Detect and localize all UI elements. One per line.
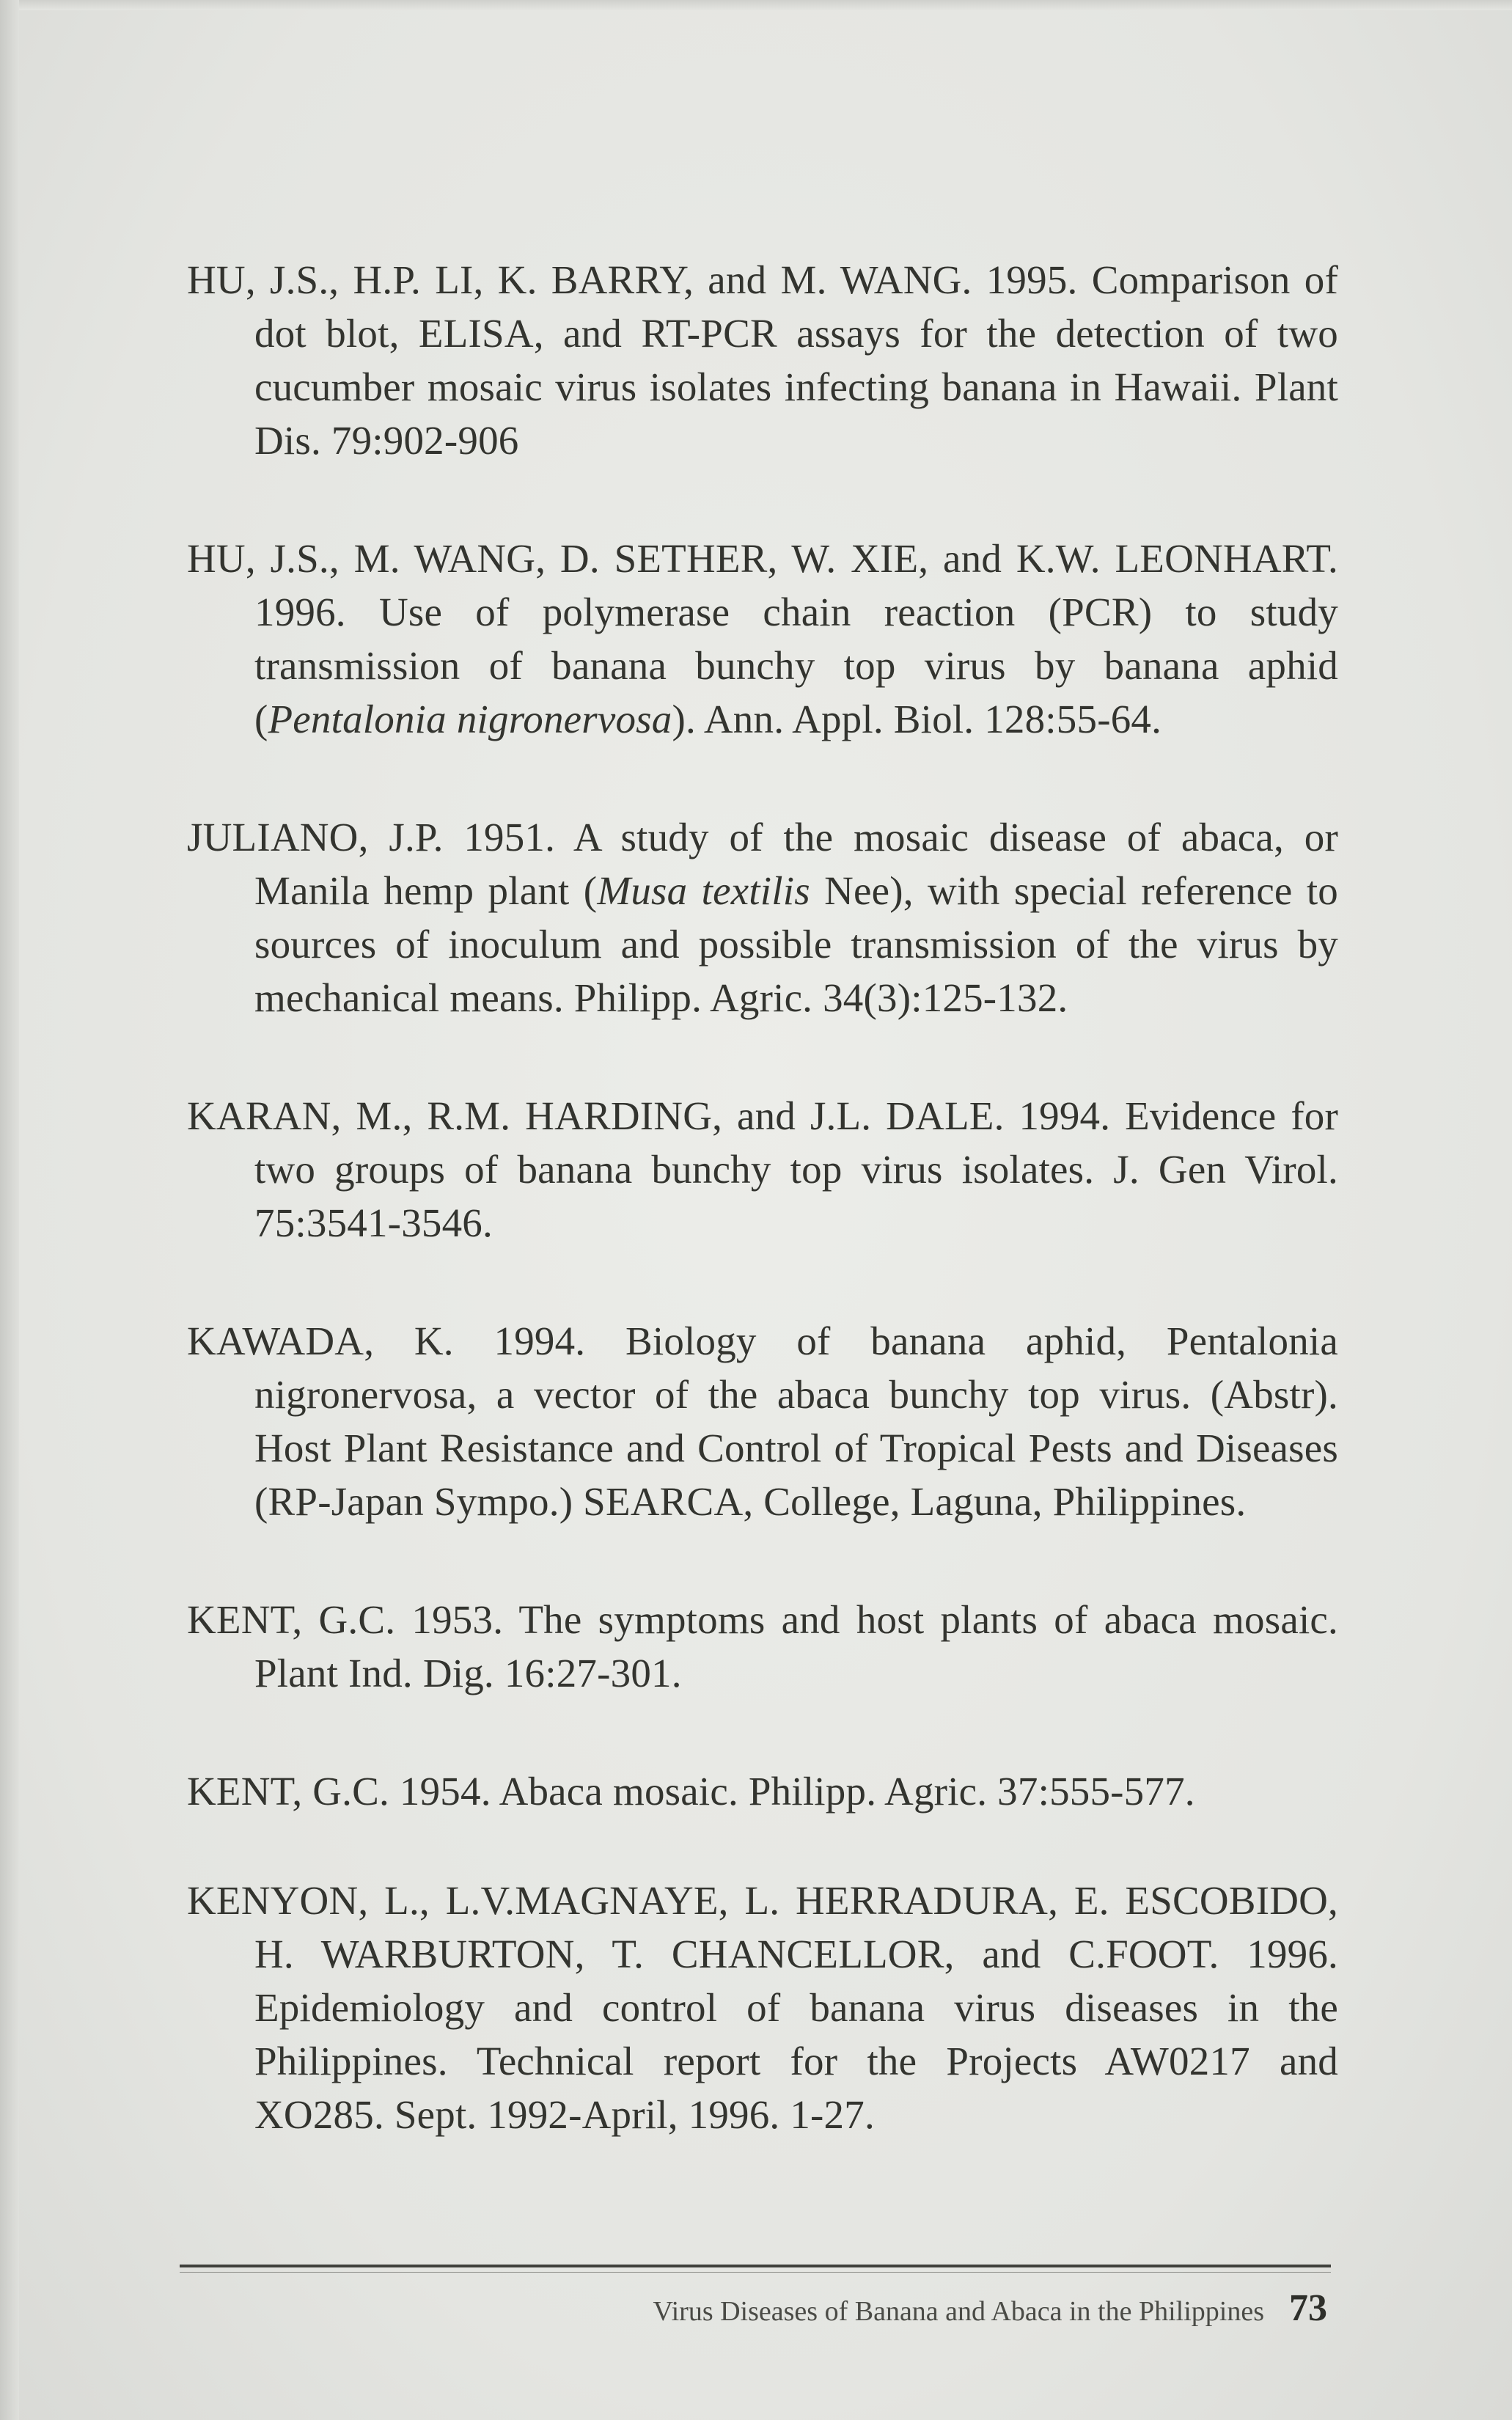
page-top-edge xyxy=(0,0,1512,10)
running-title: Virus Diseases of Banana and Abaca in the Philippines xyxy=(653,2296,1264,2327)
page-binding-edge xyxy=(0,0,19,2420)
page-number: 73 xyxy=(1289,2287,1327,2329)
reference-list xyxy=(187,213,1338,2206)
reference-kenyon-1996: KENYON, L., L.V.MAGNAYE, L. HERRADURA, E. ESCOBIDO, H. WARBURTON, T. CHANCELLOR, and C.FOOT. 1996. Epidemiology and control of banana virus diseases in the Philippines. Technical report for the Projects AW0217 and XO285. Sept. 1992-April, 1996. 1-27. xyxy=(187,1878,1338,2137)
reference-text: JULIANO, J.P. 1951. A study of the mosaic disease of abaca, or Manila hemp plant ( xyxy=(187,815,1338,913)
reference-species-name: Pentalonia nigronervosa xyxy=(268,697,672,741)
reference-hu-1996 xyxy=(187,532,1338,746)
page-footer xyxy=(653,2287,1327,2330)
reference-kent-1954: KENT, G.C. 1954. Abaca mosaic. Philipp. Agric. 37:555-577. xyxy=(187,1769,1195,1814)
reference-species-name: Musa textilis xyxy=(597,868,810,913)
reference-kawada-1994: KAWADA, K. 1994. Biology of banana aphid, Pentalonia nigronervosa, a vector of the abaca bunchy top virus. (Abstr). Host Plant Resistance and Control of Tropical Pests and Diseases (RP-Japan Sympo.) SEARCA, College, Laguna, Philippines. xyxy=(187,1319,1338,1524)
reference-text: ). Ann. Appl. Biol. 128:55-64. xyxy=(672,697,1162,741)
footer-rule-thin xyxy=(180,2272,1331,2273)
reference-hu-1995: HU, J.S., H.P. LI, K. BARRY, and M. WANG. 1995. Comparison of dot blot, ELISA, and RT-PCR assays for the detection of two cucumber mosaic virus isolates infecting banana in Hawaii. Plant Dis. 79:902-906 xyxy=(187,257,1338,463)
footer-rule xyxy=(180,2265,1331,2267)
reference-karan-1994: KARAN, M., R.M. HARDING, and J.L. DALE. 1994. Evidence for two groups of banana bunchy top virus isolates. J. Gen Virol. 75:3541-3546. xyxy=(187,1093,1338,1245)
reference-juliano-1951 xyxy=(187,810,1338,1024)
reference-text: Nee), with special reference to sources of inoculum and possible transmission of the virus by mechanical means. Philipp. Agric. 34(3):125-132. xyxy=(254,868,1338,1020)
reference-text: HU, J.S., M. WANG, D. SETHER, W. XIE, and K.W. LEONHART. 1996. Use of polymerase chain reaction (PCR) to study transmission of banana bunchy top virus by banana aphid ( xyxy=(187,536,1338,741)
reference-kent-1953: KENT, G.C. 1953. The symptoms and host plants of abaca mosaic. Plant Ind. Dig. 16:27-301. xyxy=(187,1597,1338,1695)
